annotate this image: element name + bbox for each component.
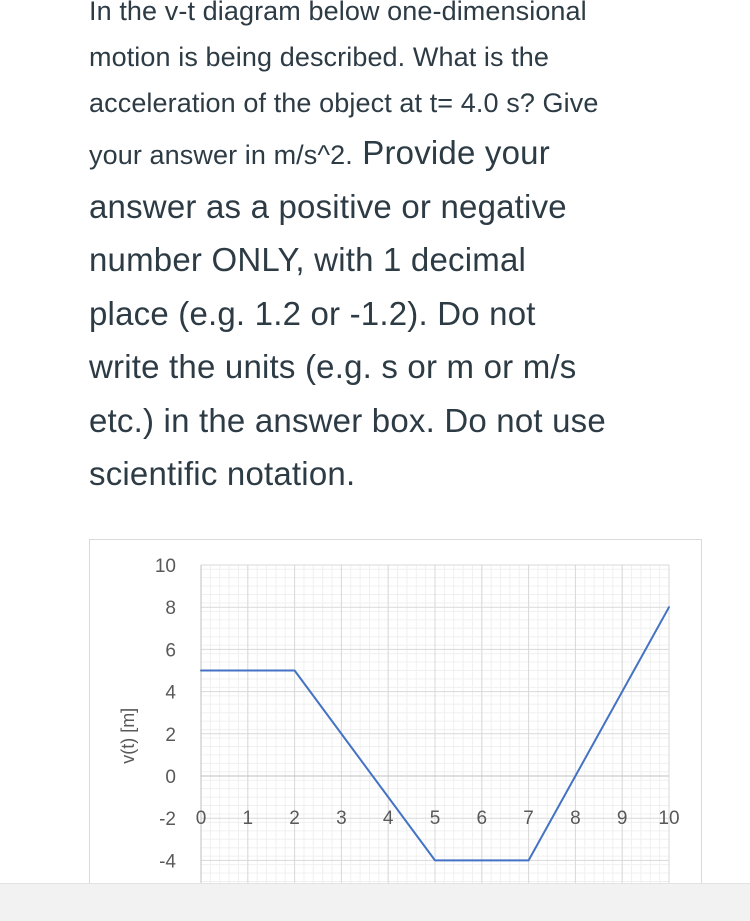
x-tick-label: 4 [383,808,394,829]
y-axis-title: v(t) [m] [118,708,138,764]
question-line: write the units (e.g. s or m or m/s [89,340,729,394]
y-tick-label: -2 [159,809,176,830]
question-line-part: your answer in m/s^2. [89,140,353,170]
question-text [89,0,729,501]
x-tick-label: 9 [617,808,628,829]
x-tick-label: 6 [477,808,488,829]
x-tick-label: 8 [570,808,581,829]
y-tick-label: -4 [159,851,176,872]
y-tick-label: 2 [165,725,176,746]
question-line: answer as a positive or negative [89,180,729,234]
bottom-bar [0,883,750,921]
question-line: motion is being described. What is the [89,34,729,80]
x-tick-label: 0 [196,808,207,829]
y-tick-label: 0 [165,767,176,788]
y-tick-label: 4 [165,683,176,704]
question-line: In the v-t diagram below one-dimensional [89,0,729,34]
x-tick-label: 10 [658,808,679,829]
question-line: place (e.g. 1.2 or -1.2). Do not [89,287,729,341]
x-tick-label: 7 [523,808,534,829]
question-line: acceleration of the object at t= 4.0 s? Give [89,80,729,126]
x-tick-label: 5 [430,808,441,829]
question-line: etc.) in the answer box. Do not use [89,394,729,448]
y-tick-label: 8 [165,598,176,619]
question-line [89,126,729,180]
question-line: scientific notation. [89,447,729,501]
question-line-part: Provide your [353,134,550,171]
vt-chart [89,539,702,900]
x-tick-label: 3 [336,808,347,829]
y-tick-label: 10 [155,556,176,577]
question-line: number ONLY, with 1 decimal [89,233,729,287]
y-tick-label: 6 [165,640,176,661]
x-tick-label: 1 [243,808,254,829]
chart-svg [90,540,701,900]
x-tick-label: 2 [289,808,300,829]
